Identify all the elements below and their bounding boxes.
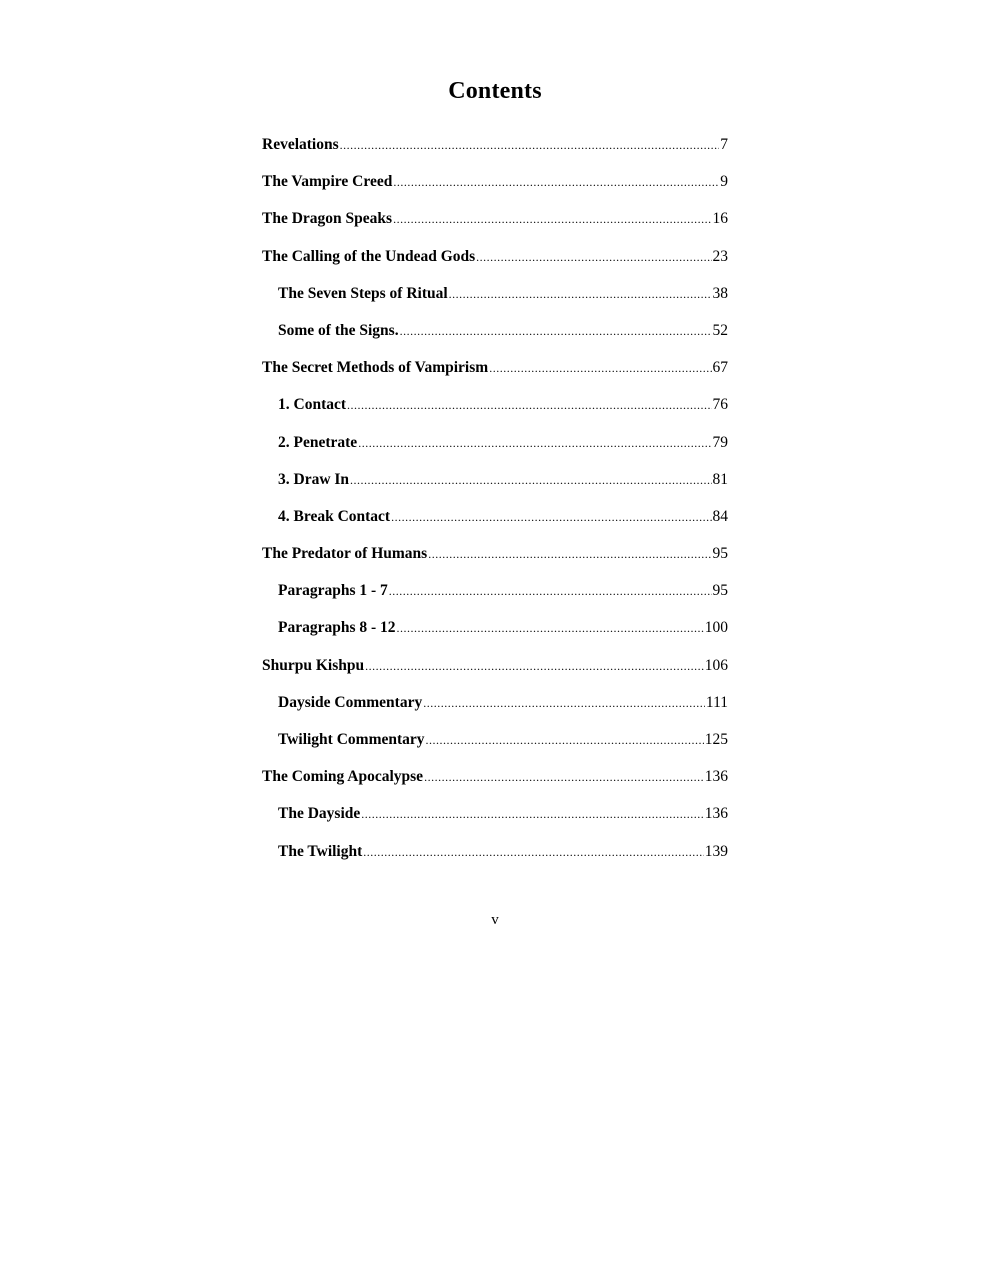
toc-entry-page: 16: [712, 210, 728, 228]
dot-leader: [449, 276, 712, 313]
toc-entry-title: Paragraphs 1 - 7: [278, 582, 388, 600]
toc-entry[interactable]: [262, 684, 728, 721]
toc-entry-title: The Dragon Speaks: [262, 210, 393, 228]
toc-entry-title: The Secret Methods of Vampirism: [262, 359, 489, 377]
page-number: v: [491, 912, 499, 928]
dot-leader: [363, 834, 703, 871]
toc-entry-title: The Calling of the Undead Gods: [262, 247, 476, 265]
toc-entry-title: 4. Break Contact: [278, 507, 391, 525]
dot-leader: [350, 462, 711, 499]
toc-entry-title: Some of the Signs.: [278, 321, 399, 339]
toc-entry[interactable]: [262, 647, 728, 684]
toc-entry[interactable]: [262, 498, 728, 535]
toc-entry-page: 111: [705, 693, 728, 711]
dot-leader: [391, 499, 711, 536]
toc-entry-page: 136: [704, 805, 728, 823]
toc-entry-title: Revelations: [262, 136, 339, 153]
toc-entry[interactable]: [262, 535, 728, 572]
toc-entry-title: 2. Penetrate: [278, 433, 358, 451]
toc-entry-page: 9: [720, 173, 728, 191]
toc-entry[interactable]: [262, 721, 728, 758]
dot-leader: [361, 796, 704, 833]
toc-entry-title: The Twilight: [278, 842, 363, 860]
page-title: Contents: [448, 78, 542, 104]
toc-entry-page: 139: [704, 842, 728, 860]
toc-entry-title: Dayside Commentary: [278, 693, 423, 711]
toc-entry-title: Paragraphs 8 - 12: [278, 619, 396, 637]
dot-leader: [397, 610, 704, 647]
toc-entry-page: 125: [704, 731, 728, 748]
toc-entry-page: 100: [704, 619, 728, 637]
dot-leader: [400, 313, 712, 350]
toc-entry[interactable]: [262, 386, 728, 423]
toc-entry-title: Shurpu Kishpu: [262, 656, 365, 674]
dot-leader: [489, 350, 711, 387]
toc-entry[interactable]: [262, 572, 728, 609]
toc-entry-page: 76: [712, 396, 728, 414]
toc-entry-page: 38: [712, 284, 728, 302]
dot-leader: [365, 648, 704, 685]
toc-entry[interactable]: [262, 461, 728, 498]
toc-entry-page: 95: [712, 582, 728, 600]
toc-entry-title: The Dayside: [278, 805, 361, 823]
toc-entry[interactable]: [262, 126, 728, 163]
toc-entry[interactable]: [262, 424, 728, 461]
dot-leader: [428, 536, 711, 573]
toc-entry[interactable]: [262, 758, 728, 795]
dot-leader: [347, 387, 711, 424]
toc-entry-page: 23: [712, 247, 728, 265]
toc-entry[interactable]: [262, 795, 728, 832]
dot-leader: [393, 164, 719, 201]
toc-entry-title: 3. Draw In: [278, 470, 350, 488]
toc-entry-page: 52: [712, 321, 728, 339]
toc-entry[interactable]: [262, 349, 728, 386]
toc-entry-page: 67: [712, 359, 728, 377]
toc-entry-title: The Seven Steps of Ritual: [278, 284, 448, 302]
dot-leader: [476, 239, 711, 276]
toc-entry-title: The Predator of Humans: [262, 545, 428, 563]
toc-entry-title: Twilight Commentary: [278, 731, 425, 748]
toc-entry[interactable]: [262, 200, 728, 237]
toc-entry-page: 95: [712, 545, 728, 563]
dot-leader: [389, 573, 712, 610]
toc-entry[interactable]: [262, 238, 728, 275]
dot-leader: [393, 201, 711, 238]
toc-entry-page: 81: [712, 470, 728, 488]
dot-leader: [426, 722, 704, 759]
toc-entry[interactable]: [262, 312, 728, 349]
toc-entry[interactable]: [262, 609, 728, 646]
toc-entry[interactable]: [262, 275, 728, 312]
dot-leader: [424, 759, 704, 796]
dot-leader: [358, 425, 711, 462]
toc-entry-page: 84: [712, 507, 728, 525]
table-of-contents: [262, 126, 728, 870]
toc-entry-page: 136: [704, 768, 728, 786]
toc-entry-title: The Coming Apocalypse: [262, 768, 424, 786]
toc-entry[interactable]: [262, 163, 728, 200]
toc-entry-page: 106: [704, 656, 728, 674]
toc-entry-title: The Vampire Creed: [262, 173, 393, 191]
dot-leader: [423, 685, 705, 722]
toc-entry-title: 1. Contact: [278, 396, 347, 414]
toc-entry-page: 7: [720, 136, 728, 153]
dot-leader: [340, 127, 720, 164]
toc-entry[interactable]: [262, 833, 728, 870]
toc-entry-page: 79: [712, 433, 728, 451]
